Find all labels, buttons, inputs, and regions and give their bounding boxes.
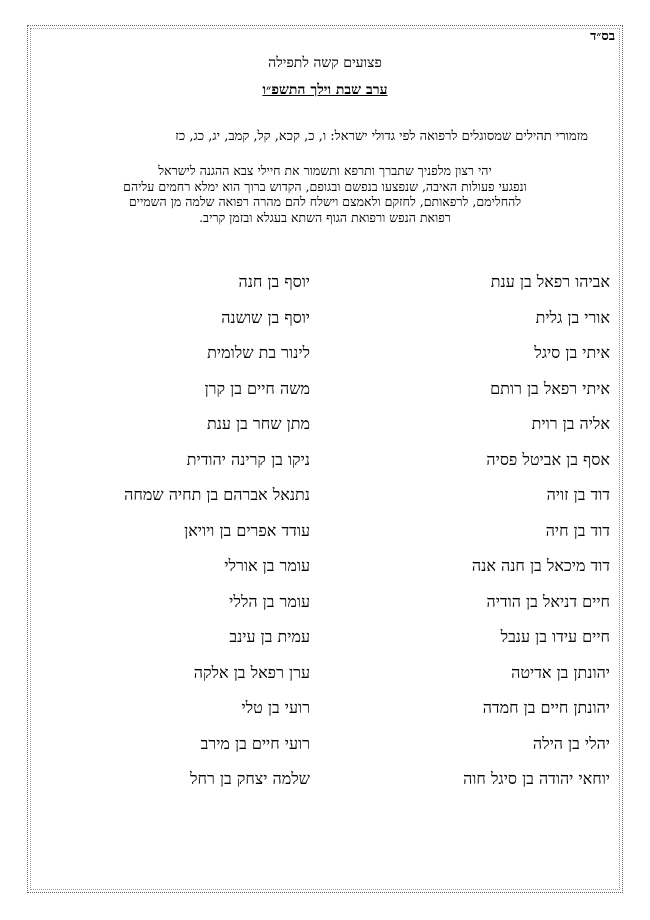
prayer-line: ונפגעי פעולות האיבה, שנפצעו בנפשם ובגופם, הקדוש ברוך הוא ימלא רחמים עליהם	[123, 178, 527, 194]
prayer-line: יהי רצון מלפניך שתברך ותרפא ותשמור את חיילי צבא ההגנה לישראל	[158, 163, 492, 178]
name-item: דוד בן זויה	[546, 485, 610, 504]
name-item: אסף בן אביטל פסיה	[486, 449, 610, 469]
name-item: שלמה יצחק בן רחל	[190, 769, 310, 788]
name-item: חיים עידו בן ענבל	[500, 627, 610, 646]
prayer-text	[55, 163, 595, 225]
name-item: דוד מיכאל בן חנה אנה	[471, 556, 610, 575]
name-item: איתי רפאל בן רותם	[490, 378, 610, 398]
name-item: אליה בן רוית	[531, 414, 610, 433]
bsd-header: בס״ד	[590, 29, 615, 44]
name-item: יהלי בן הילה	[532, 733, 610, 753]
name-item: ערן רפאל בן אלקה	[193, 662, 310, 682]
name-item: יהונתן בן אדיטה	[511, 662, 610, 682]
names-column-right	[370, 264, 610, 797]
name-item: עודד אפרים בן ויויאן	[184, 520, 310, 540]
name-item: עומר בן הללי	[229, 591, 310, 611]
name-item: יוסף בן שושנה	[221, 307, 310, 327]
name-item: דוד בן חיה	[545, 520, 610, 540]
name-item: יוסף בן חנה	[238, 272, 310, 291]
name-item: עמית בן עינב	[229, 627, 310, 646]
name-item: רועי בן טלי	[241, 698, 310, 717]
psalms-line: מזמורי תהילים שמסוגלים לרפואה לפי גדולי ישראל: ו, כ, קכא, קל, קמב, יג, כג, כז	[175, 129, 588, 144]
name-item: יוחאי יהודה בן סיגל חוה	[463, 769, 610, 788]
name-item: משה חיים בן קרן	[204, 378, 310, 398]
name-item: ניקו בן קרינה יהודית	[186, 449, 310, 469]
name-item: אורי בן גלית	[535, 307, 610, 327]
name-item: עומר בן אורלי	[224, 556, 310, 575]
name-item: רועי חיים בן מירב	[200, 733, 310, 753]
name-item: לינור בת שלומית	[207, 343, 310, 362]
name-item: יהונתן חיים בן חמדה	[482, 698, 610, 717]
page-subtitle: ערב שבת וילך התשפ״ו	[262, 82, 388, 98]
name-item: אביהו רפאל בן ענת	[490, 272, 610, 291]
name-item: חיים דניאל בן הודיה	[486, 591, 610, 611]
name-item: מתן שחר בן ענת	[206, 414, 310, 433]
prayer-line: להחלימם, לרפאותם, לחזקם ולאמצם וישלח להם מהרה רפואה שלמה מן השמיים	[128, 194, 522, 209]
page-title: פצועים קשה לתפילה	[268, 55, 382, 71]
name-item: נתנאל אברהם בן תחיה שמחה	[124, 485, 310, 504]
names-column-left	[50, 264, 310, 797]
names-list	[0, 264, 650, 804]
name-item: איתי בן סיגל	[534, 343, 610, 362]
prayer-line: רפואת הנפש ורפואת הגוף השתא בעגלא ובזמן קריב.	[199, 209, 451, 225]
